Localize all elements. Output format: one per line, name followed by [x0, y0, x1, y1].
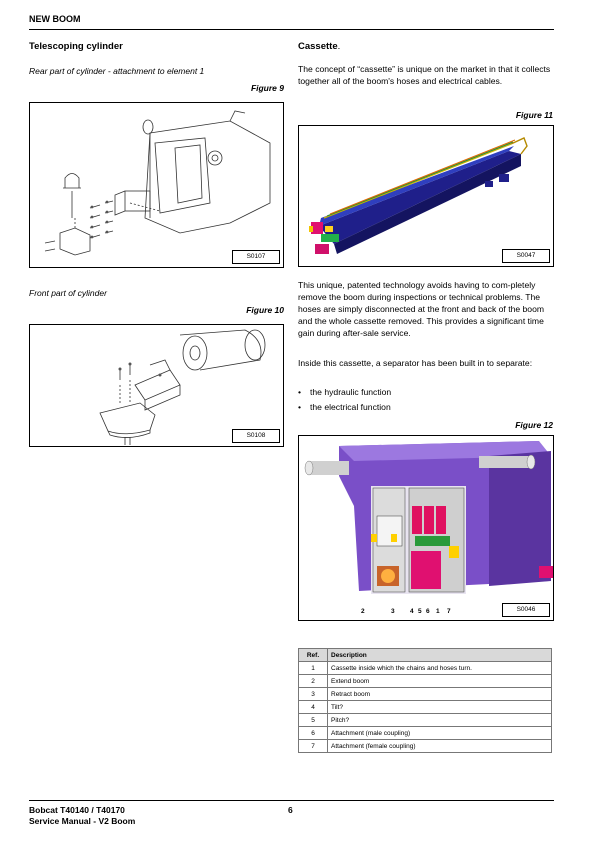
- ref-cell: 3: [299, 688, 328, 701]
- bullet-icon: •: [298, 402, 302, 412]
- front-cylinder-drawing: [30, 325, 283, 446]
- bullet-icon: •: [298, 387, 302, 397]
- ref-column-header: Ref.: [299, 649, 328, 662]
- footer-rule: [29, 800, 554, 801]
- callout-5: 5: [418, 608, 422, 615]
- figure-10-label: Figure 10: [246, 305, 284, 315]
- description-cell: Extend boom: [328, 675, 552, 688]
- list-item: [298, 385, 556, 400]
- ref-cell: 1: [299, 662, 328, 675]
- callout-7: 7: [447, 608, 451, 615]
- list-item-text: the hydraulic function: [310, 387, 392, 397]
- reference-table: [298, 648, 552, 753]
- header-title: NEW BOOM: [29, 14, 81, 24]
- ref-cell: 2: [299, 675, 328, 688]
- cassette-title-period: .: [337, 41, 341, 52]
- callout-1: 1: [436, 608, 440, 615]
- figure-12-code: S0046: [502, 603, 550, 617]
- description-cell: Retract boom: [328, 688, 552, 701]
- separator-intro: Inside this cassette, a separator has been built in to separate:: [298, 358, 533, 368]
- list-item: [298, 400, 556, 415]
- figure-11-image: [298, 125, 554, 267]
- cassette-title-text: Cassette: [298, 41, 338, 52]
- table-row: [299, 675, 552, 688]
- front-cylinder-caption: Front part of cylinder: [29, 288, 107, 298]
- footer-product: [29, 805, 135, 827]
- right-section-title: [298, 41, 340, 52]
- figure-10-code: S0108: [232, 429, 280, 443]
- table-row: [299, 727, 552, 740]
- callout-2: 2: [361, 608, 365, 615]
- cassette-drawing: [299, 126, 553, 266]
- table-row: [299, 714, 552, 727]
- description-cell: Attachment (female coupling): [328, 740, 552, 753]
- figure-9-image: [29, 102, 284, 268]
- rear-cylinder-drawing: [30, 103, 283, 267]
- figure-11-code: S0047: [502, 249, 550, 263]
- figure-12-image: [298, 435, 554, 621]
- table-row: [299, 688, 552, 701]
- description-cell: Pitch?: [328, 714, 552, 727]
- ref-cell: 4: [299, 701, 328, 714]
- cassette-section-drawing: [299, 436, 553, 620]
- table-row: [299, 701, 552, 714]
- figure-9-code: S0107: [232, 250, 280, 264]
- table-row: [299, 662, 552, 675]
- callout-4: 4: [410, 608, 414, 615]
- separator-list: [298, 385, 556, 415]
- description-cell: Tilt?: [328, 701, 552, 714]
- footer-manual-title: Service Manual - V2 Boom: [29, 816, 136, 826]
- callout-6: 6: [426, 608, 430, 615]
- figure-10-image: [29, 324, 284, 447]
- description-column-header: Description: [328, 649, 552, 662]
- header-rule: [29, 29, 554, 30]
- footer-model: Bobcat T40140 / T40170: [29, 805, 125, 815]
- page-number: 6: [288, 805, 293, 815]
- ref-cell: 6: [299, 727, 328, 740]
- cassette-description: This unique, patented technology avoids having to com-pletely remove the boom during inspections or technical problems. The hoses are simply disconnected at the front and back of the boom and the whole cassette removed. This provides a significant time gain during after-sale service.: [298, 280, 545, 338]
- figure-9-label: Figure 9: [250, 83, 284, 93]
- table-row: [299, 740, 552, 753]
- rear-cylinder-caption: Rear part of cylinder - attachment to element 1: [29, 66, 205, 76]
- ref-cell: 7: [299, 740, 328, 753]
- description-cell: Cassette inside which the chains and hoses turn.: [328, 662, 552, 675]
- list-item-text: the electrical function: [310, 402, 391, 412]
- cassette-intro: The concept of “cassette” is unique on the market in that it collects together all of the boom's hoses and electrical cables.: [298, 64, 551, 86]
- table-header-row: [299, 649, 552, 662]
- left-section-title: Telescoping cylinder: [29, 41, 123, 52]
- ref-cell: 5: [299, 714, 328, 727]
- figure-12-label: Figure 12: [515, 420, 553, 430]
- callout-3: 3: [391, 608, 395, 615]
- figure-11-label: Figure 11: [515, 110, 553, 120]
- description-cell: Attachment (male coupling): [328, 727, 552, 740]
